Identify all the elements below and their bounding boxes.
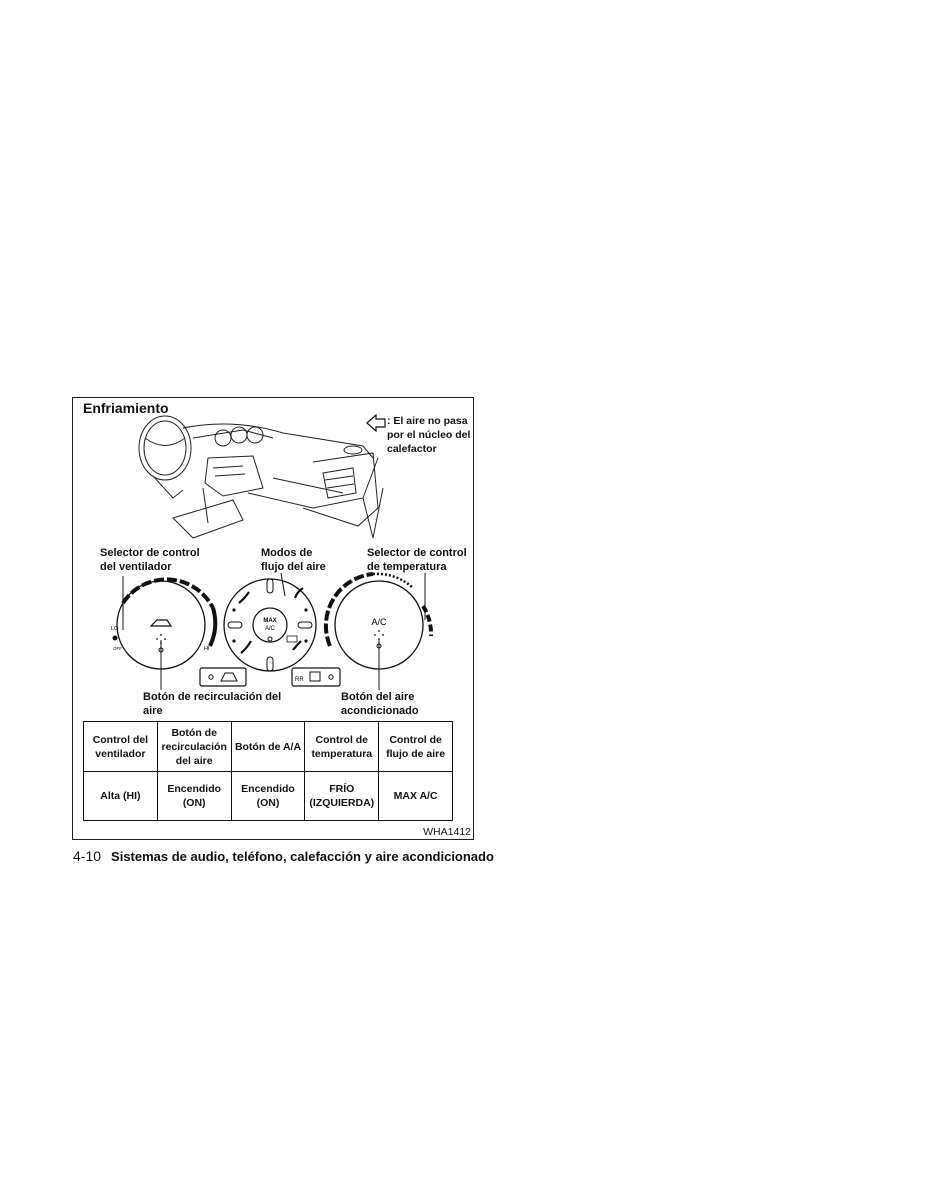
table-header-cell: Botón de recirculación del aire: [157, 722, 231, 772]
table-cell: Encendido (ON): [231, 772, 305, 821]
recirc-button-label: Botón de recirculación del aire: [143, 691, 282, 717]
mode-ac-label: A/C: [264, 626, 276, 632]
front-defrost-icon: [221, 673, 237, 681]
table-header-cell: Control del ventilador: [84, 722, 158, 772]
fan-hi-label: HI: [204, 646, 210, 652]
section-title: Sistemas de audio, teléfono, calefacción y aire acondicionado: [111, 849, 494, 864]
table-header-cell: Control de flujo de aire: [379, 722, 453, 772]
table-header-cell: Control de temperatura: [305, 722, 379, 772]
rr-label: RR: [295, 677, 304, 683]
front-defrost-button[interactable]: [200, 668, 246, 686]
rear-defrost-icon: [310, 672, 320, 681]
airflow-modes-label: Modos de flujo del aire: [261, 547, 326, 573]
fan-dial[interactable]: [111, 579, 215, 669]
table-header-row: [84, 722, 453, 772]
table-header-cell: Botón de A/A: [231, 722, 305, 772]
temp-ac-label: A/C: [371, 617, 387, 627]
fan-off-label: OFF: [113, 646, 122, 651]
cooling-figure: [72, 397, 474, 840]
settings-table: [83, 721, 453, 821]
table-row: [84, 772, 453, 821]
table-cell: Alta (HI): [84, 772, 158, 821]
temperature-dial[interactable]: [326, 574, 431, 669]
fan-lo-label: LO: [111, 626, 119, 632]
ac-button-label: Botón del aire acondicionado: [341, 691, 419, 717]
fan-selector-label: Selector de control del ventilador: [100, 547, 200, 573]
table-cell: FRÍO (IZQUIERDA): [305, 772, 379, 821]
mode-max-label: MAX: [263, 618, 277, 624]
table-cell: Encendido (ON): [157, 772, 231, 821]
defrost-icon: [287, 636, 297, 642]
page-footer: [73, 848, 494, 864]
table-cell: MAX A/C: [379, 772, 453, 821]
fan-icon: [113, 636, 118, 641]
dashboard-drawing: [139, 416, 383, 538]
page-number: 4-10: [73, 848, 102, 864]
temp-selector-label: Selector de control de temperatura: [367, 547, 467, 573]
figure-title: Enfriamiento: [83, 400, 169, 416]
recirculation-icon: [151, 620, 171, 626]
figure-code: WHA1412: [423, 826, 471, 838]
rear-defrost-button[interactable]: [292, 668, 340, 686]
legend-text: : El aire no pasa por el núcleo del calefactor: [387, 415, 471, 455]
airflow-mode-dial[interactable]: [224, 579, 316, 671]
